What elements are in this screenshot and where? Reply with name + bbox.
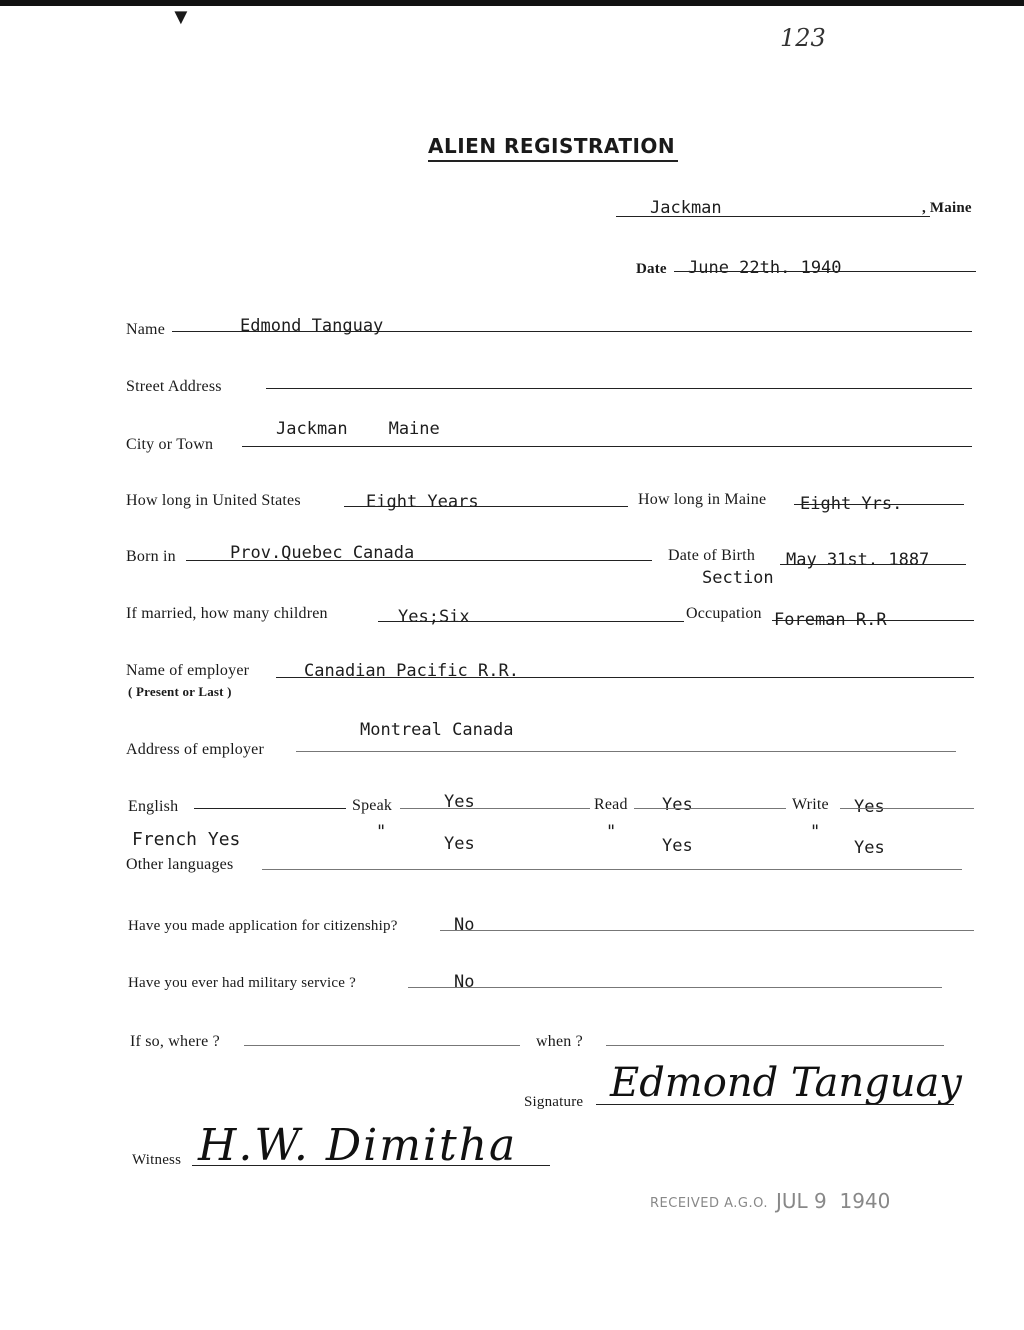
english-read-value: Yes — [662, 795, 693, 815]
french-read-ditto: " — [606, 822, 617, 842]
citizenship-value: No — [454, 915, 475, 935]
name-value: Edmond Tanguay — [240, 316, 384, 336]
us-value: Eight Years — [366, 492, 479, 512]
other-languages-line — [262, 869, 962, 870]
date-label: Date — [636, 261, 667, 277]
received-stamp-date: JUL 9 1940 — [776, 1189, 891, 1213]
page-number: 123 — [780, 24, 826, 52]
military-label: Have you ever had military service ? — [128, 975, 356, 991]
born-label: Born in — [126, 548, 176, 565]
dob-line — [780, 564, 966, 565]
where-line — [244, 1045, 520, 1046]
signature-handwriting: Edmond Tanguay — [610, 1060, 962, 1106]
write-label: Write — [792, 796, 829, 813]
city-label: City or Town — [126, 436, 214, 453]
french-value: French Yes — [132, 829, 241, 850]
french-speak-ditto: " — [376, 822, 387, 842]
employer-line — [276, 677, 974, 678]
dob-value: May 31st. 1887 — [786, 550, 930, 570]
when-line — [606, 1045, 944, 1046]
signature-line — [596, 1104, 954, 1105]
employer-address-value: Montreal Canada — [360, 720, 514, 740]
military-value: No — [454, 972, 475, 992]
street-line — [266, 388, 972, 389]
witness-label: Witness — [132, 1152, 182, 1168]
street-label: Street Address — [126, 378, 222, 395]
town-value: Jackman — [650, 198, 722, 218]
witness-handwriting: H.W. Dimitha — [198, 1120, 518, 1171]
military-line — [408, 987, 942, 988]
scan-border — [0, 0, 1024, 6]
write-line — [840, 808, 974, 809]
dob-label: Date of Birth — [668, 547, 756, 564]
witness-line — [192, 1165, 550, 1166]
born-line — [186, 560, 652, 561]
date-line — [674, 271, 976, 272]
date-value: June 22th. 1940 — [688, 258, 842, 278]
when-label: when ? — [536, 1033, 583, 1050]
english-speak-value: Yes — [444, 792, 475, 812]
french-write-value: Yes — [854, 838, 885, 858]
speak-label: Speak — [352, 797, 393, 814]
city-line — [242, 446, 972, 447]
children-label: If married, how many children — [126, 605, 328, 622]
english-write-value: Yes — [854, 797, 885, 817]
name-line — [172, 331, 972, 332]
maine-value: Eight Yrs. — [800, 494, 903, 514]
employer-label: Name of employer — [126, 662, 250, 679]
other-languages-label: Other languages — [126, 856, 234, 873]
employer-value: Canadian Pacific R.R. — [304, 661, 519, 681]
city-value: Jackman Maine — [276, 419, 440, 439]
speak-line — [400, 808, 590, 809]
children-line — [378, 621, 684, 622]
maine-label: How long in Maine — [638, 491, 767, 508]
english-label: English — [128, 798, 179, 815]
where-label: If so, where ? — [130, 1033, 220, 1050]
occupation-label: Occupation — [686, 605, 762, 622]
children-value: Yes;Six — [398, 607, 470, 627]
read-line — [634, 808, 786, 809]
maine-line — [794, 504, 964, 505]
town-line — [616, 216, 930, 217]
employer-address-label: Address of employer — [126, 741, 264, 758]
occupation-line — [772, 620, 974, 621]
french-write-ditto: " — [810, 822, 821, 842]
signature-label: Signature — [524, 1094, 584, 1110]
state-label: , Maine — [922, 200, 972, 216]
citizenship-label: Have you made application for citizenship? — [128, 918, 398, 934]
section-value: Section — [702, 568, 774, 588]
read-label: Read — [594, 796, 628, 813]
received-stamp-label: RECEIVED A.G.O. — [650, 1196, 768, 1211]
french-read-value: Yes — [662, 836, 693, 856]
employer-address-line — [296, 751, 956, 752]
us-label: How long in United States — [126, 492, 301, 509]
french-speak-value: Yes — [444, 834, 475, 854]
title-underline — [428, 160, 678, 162]
us-line — [344, 506, 628, 507]
form-title: ALIEN REGISTRATION — [428, 134, 676, 158]
english-line — [194, 808, 346, 809]
employer-sublabel: ( Present or Last ) — [128, 684, 232, 699]
corner-mark: ▼ — [170, 4, 192, 29]
occupation-value: Foreman R.R — [774, 610, 887, 630]
citizenship-line — [440, 930, 974, 931]
born-value: Prov.Quebec Canada — [230, 543, 415, 563]
name-label: Name — [126, 321, 166, 338]
